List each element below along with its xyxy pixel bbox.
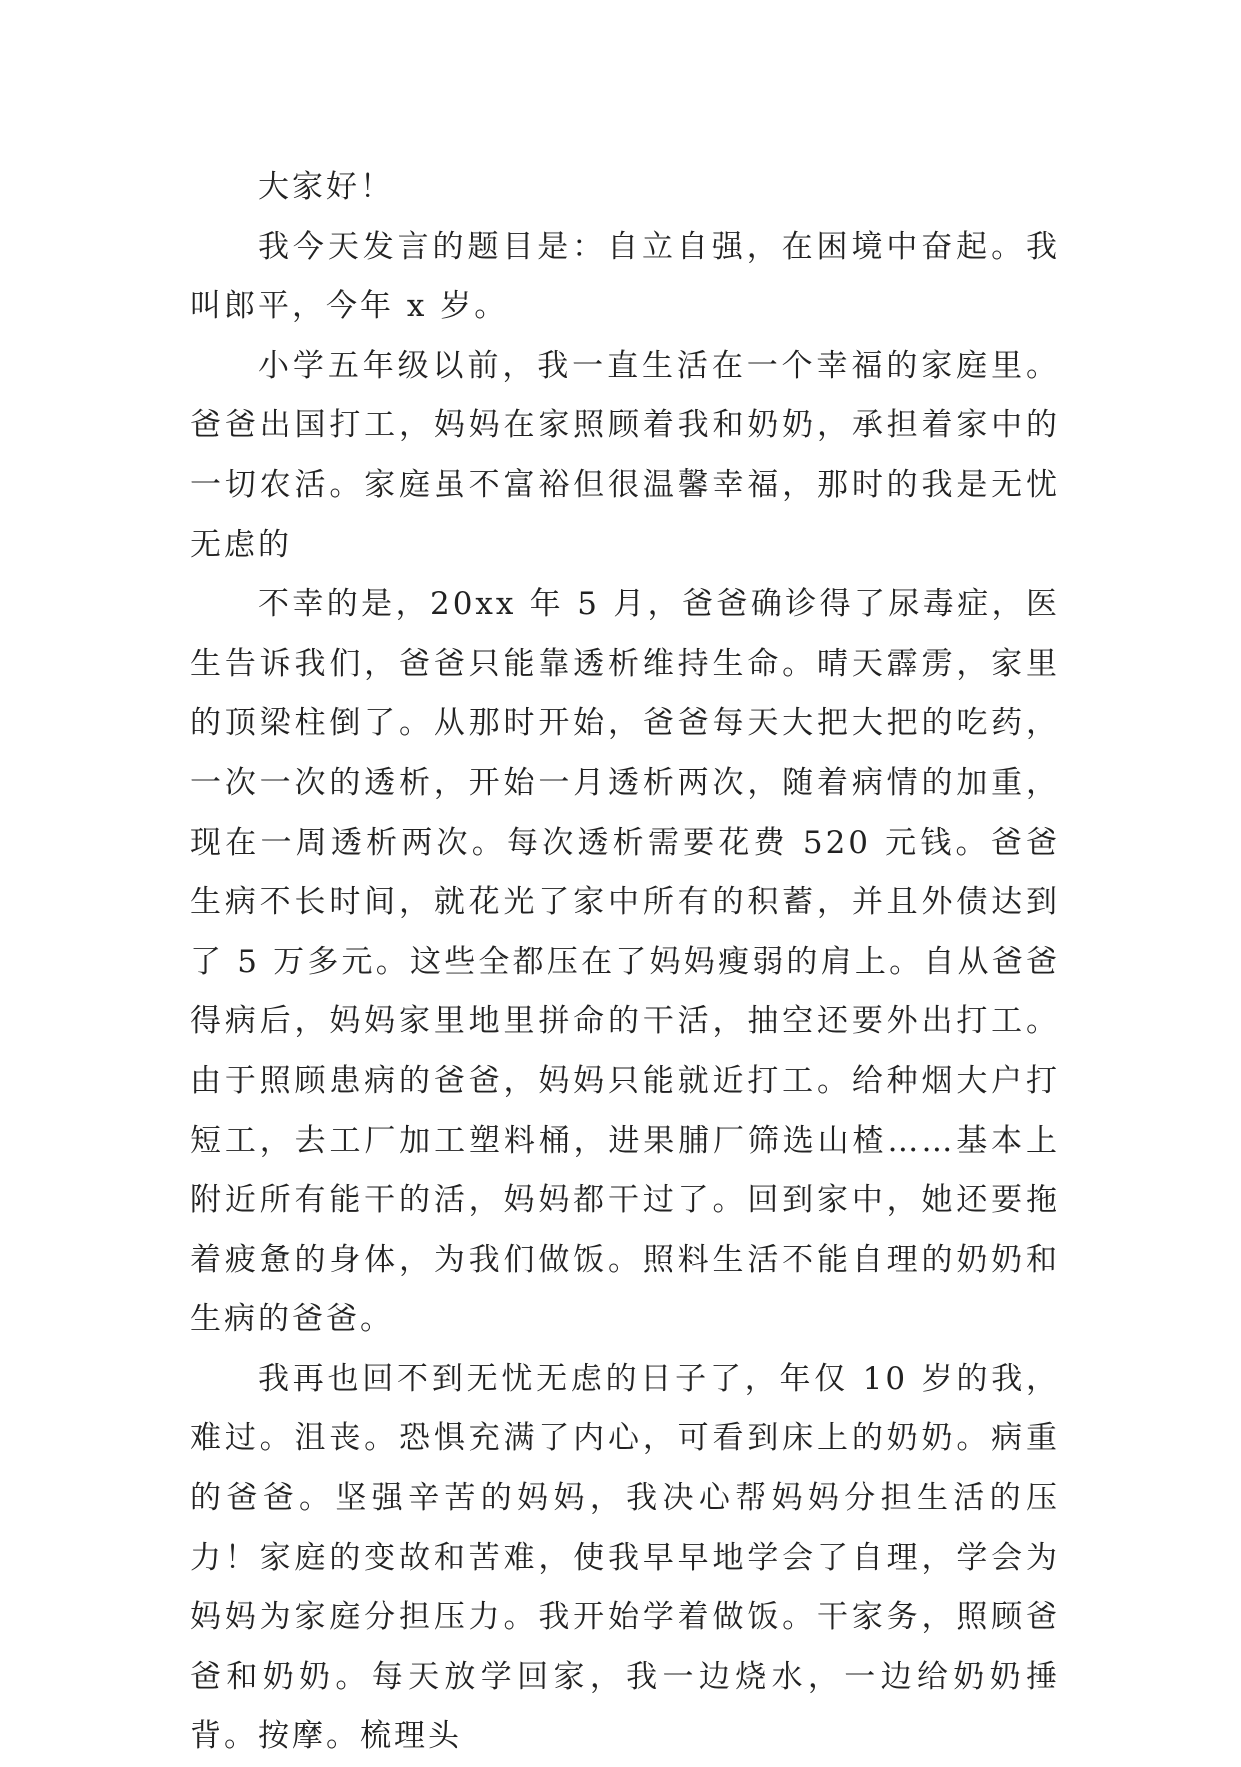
childhood-paragraph: 小学五年级以前，我一直生活在一个幸福的家庭里。爸爸出国打工，妈妈在家照顾着我和奶奶，承担着家中的一切农活。家庭虽不富裕但很温馨幸福，那时的我是无忧无虑的 [190, 347, 1060, 563]
misfortune-paragraph: 不幸的是，20xx 年 5 月，爸爸确诊得了尿毒症，医生告诉我们，爸爸只能靠透析维持生命。晴天霹雳，家里的顶梁柱倒了。从那时开始，爸爸每天大把大把的吃药，一次一次的透析，开始一月透析两次，随着病情的加重，现在一周透析两次。每次透析需要花费 520 元钱。爸爸生病不长时间，就花光了家中所有的积蓄，并且外债达到了 5 万多元。这些全都压在了妈妈瘦弱的肩上。自从爸爸得病后，妈妈家里地里拼命的干活，抽空还要外出打工。由于照顾患病的爸爸，妈妈只能就近打工。给种烟大户打短工，去工厂加工塑料桶，进果脯厂筛选山楂……基本上附近所有能干的活，妈妈都干过了。回到家中，她还要拖着疲惫的身体，为我们做饭。照料生活不能自理的奶奶和生病的爸爸。 [190, 586, 1060, 1338]
topic-paragraph: 我今天发言的题目是：自立自强，在困境中奋起。我叫郎平，今年 x 岁。 [190, 228, 1060, 325]
greeting-paragraph: 大家好！ [258, 169, 394, 205]
document-body [190, 158, 1060, 1767]
resolve-paragraph: 我再也回不到无忧无虑的日子了，年仅 10 岁的我，难过。沮丧。恐惧充满了内心，可看到床上的奶奶。病重的爸爸。坚强辛苦的妈妈，我决心帮妈妈分担生活的压力！家庭的变故和苦难，使我早早地学会了自理，学会为妈妈为家庭分担压力。我开始学着做饭。干家务，照顾爸爸和奶奶。每天放学回家，我一边烧水，一边给奶奶捶背。按摩。梳理头 [190, 1360, 1060, 1755]
